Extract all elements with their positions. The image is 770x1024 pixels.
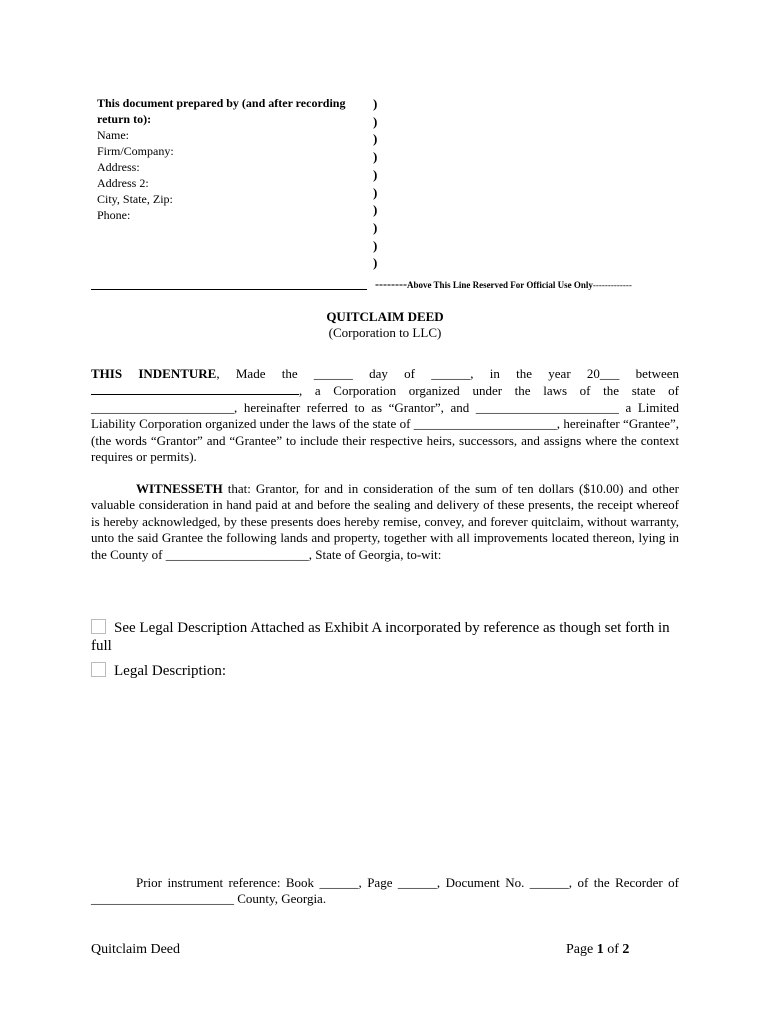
checkbox-legal-description[interactable]: [91, 662, 106, 677]
prior-instrument-text: Prior instrument reference: Book ______, Page ______, Document No. ______, of the Recorder of ______________________ County, Georgia.: [91, 875, 679, 907]
prepared-by-heading: This document prepared by (and after recording return to):: [97, 96, 346, 126]
field-phone: Phone:: [97, 208, 131, 222]
parenthesis-mark: ): [373, 96, 378, 111]
reserved-trail: -------------: [592, 280, 632, 290]
parenthesis-mark: ): [373, 184, 378, 200]
checkbox-exhibit[interactable]: [91, 619, 106, 634]
checkbox-row-legal: [91, 662, 681, 680]
grantor-name-blank[interactable]: [91, 382, 299, 395]
reserved-line: [375, 277, 632, 292]
footer-title: Quitclaim Deed: [91, 942, 181, 957]
checkbox-row-exhibit: [91, 619, 681, 655]
page-label: Page: [566, 942, 594, 957]
parenthesis-mark: ): [373, 149, 378, 165]
checkbox-legal-label: Legal Description:: [114, 663, 227, 679]
indenture-paragraph: [91, 366, 679, 465]
page-total: 2: [622, 942, 630, 957]
witnesseth-paragraph: [91, 481, 679, 563]
parenthesis-mark: ): [373, 202, 378, 218]
field-city-state-zip: City, State, Zip:: [97, 192, 173, 206]
indenture-text-2: , a Corporation organized under the laws of the state of ______________________, hereinafter referred to as “Grantor”, and ______________________ a Limited Liability Corporation organized under the laws of the state of ______________________, hereinafter “Grantee”, (the words “Grantor” and “Grantee” to include their respective heirs, successors, and assigns where the context requires or permits).: [91, 383, 679, 465]
indenture-lead: THIS INDENTURE: [91, 366, 217, 381]
footer-page-number: [566, 942, 629, 958]
parenthesis-column: [373, 95, 377, 272]
page-current: 1: [596, 942, 604, 957]
parenthesis-mark: ): [373, 131, 378, 147]
reserved-dashes: --------: [375, 277, 407, 291]
field-address-2: Address 2:: [97, 176, 149, 190]
witnesseth-text: that: Grantor, for and in consideration of the sum of ten dollars ($10.00) and other valuable consideration in hand paid at and before the sealing and delivery of these presents, the receipt whereof is hereby acknowledged, by these presents does hereby remise, convey, and forever quitclaim, without warranty, unto the said Grantee the following lands and property, together with all improvements located thereon, lying in the County of ______________________, State of Georgia, to-wit:: [91, 481, 679, 562]
reserved-text: Above This Line Reserved For Official Use Only: [406, 280, 593, 290]
checkbox-exhibit-label: See Legal Description Attached as Exhibit A incorporated by reference as though set forth in full: [91, 620, 670, 654]
document-title: QUITCLAIM DEED: [326, 309, 444, 324]
parenthesis-mark: ): [373, 255, 378, 271]
document-subtitle: (Corporation to LLC): [328, 325, 442, 340]
field-firm: Firm/Company:: [97, 144, 174, 158]
parenthesis-mark: ): [373, 113, 378, 129]
prior-instrument-paragraph: [91, 875, 679, 908]
page-of: of: [607, 942, 619, 957]
indenture-text-1: , Made the ______ day of ______, in the year 20___ between: [216, 366, 679, 381]
signature-rule: [91, 289, 367, 290]
parenthesis-mark: ): [373, 166, 378, 182]
field-name: Name:: [97, 128, 129, 142]
field-address: Address:: [97, 160, 140, 174]
parenthesis-mark: ): [373, 219, 378, 235]
witnesseth-lead: WITNESSETH: [136, 481, 223, 496]
prepared-by-block: [97, 95, 367, 223]
parenthesis-mark: ): [373, 237, 378, 253]
